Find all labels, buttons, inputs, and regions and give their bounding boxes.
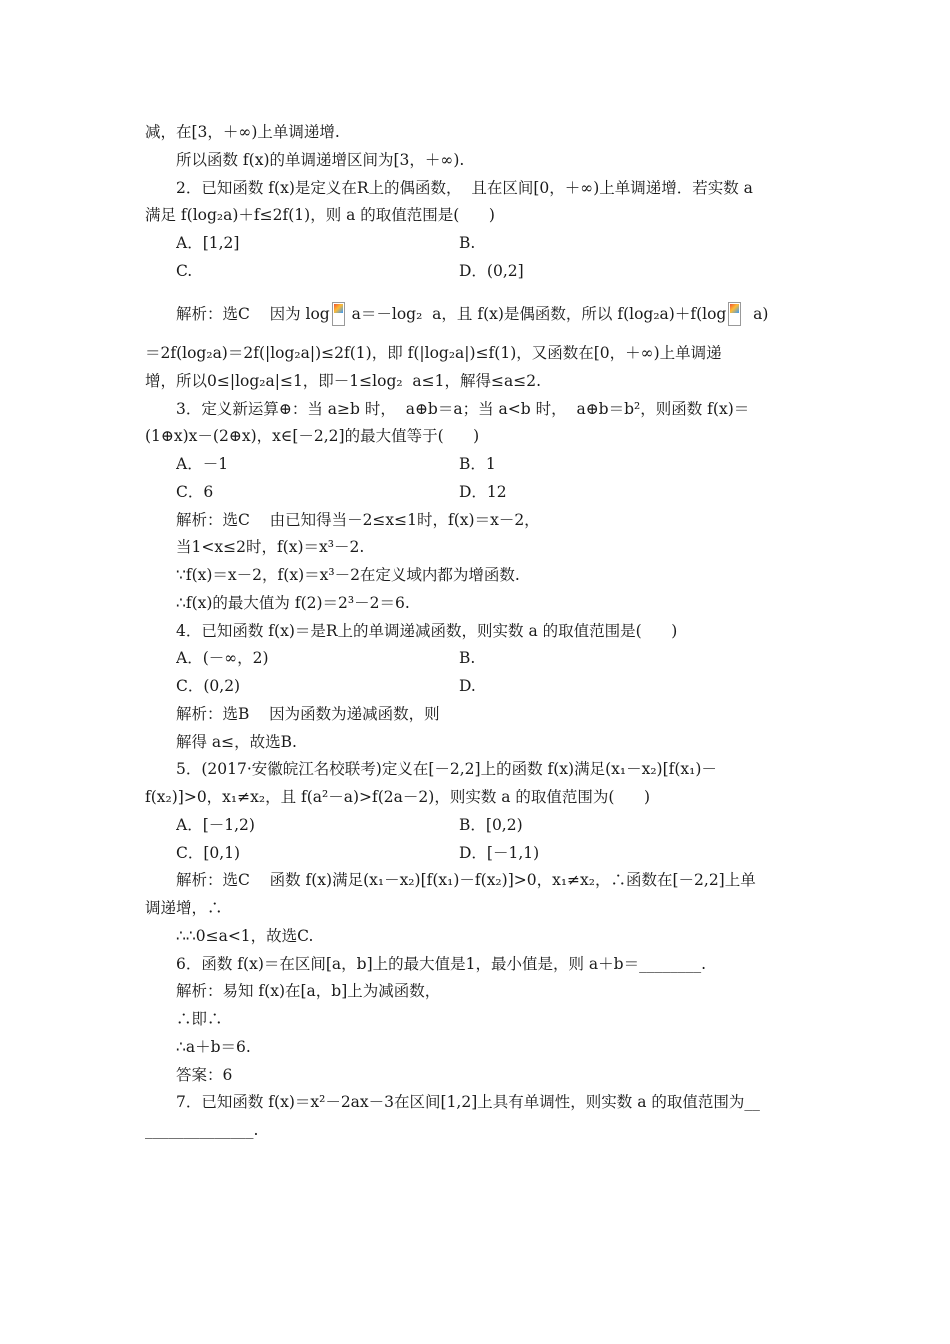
question-4-stem: 4．已知函数 f(x)＝是R上的单调递减函数，则实数 a 的取值范围是( ) bbox=[176, 622, 678, 640]
option-a: A．－1 bbox=[176, 455, 229, 473]
solution-text: a) bbox=[743, 305, 769, 323]
broken-image-icon bbox=[332, 302, 345, 326]
option-a: A．[1,2] bbox=[176, 234, 240, 252]
option-c: C. bbox=[176, 262, 193, 280]
option-d: D．(0,2] bbox=[459, 262, 524, 280]
text-line: 当1<x≤2时，f(x)＝x³－2. bbox=[176, 538, 365, 556]
option-d: D．[－1,1) bbox=[459, 844, 540, 862]
text-line: 所以函数 f(x)的单调递增区间为[3，＋∞). bbox=[176, 151, 465, 169]
solution-text: a＝－log₂ a，且 f(x)是偶函数，所以 f(log₂a)＋f(log bbox=[346, 305, 727, 323]
text-line: ＝2f(log₂a)＝2f(|log₂a|)≤2f(1)，即 f(|log₂a|)≤f(1)，又函数在[0，＋∞)上单调递 bbox=[145, 344, 722, 362]
question-2-stem: 2．已知函数 f(x)是定义在R上的偶函数， 且在区间[0，＋∞)上单调递增．若实数 a bbox=[176, 179, 753, 197]
question-6-stem: 6．函数 f(x)＝在区间[a，b]上的最大值是1，最小值是，则 a＋b＝________. bbox=[176, 955, 706, 973]
option-c: C．6 bbox=[176, 483, 214, 501]
solution-5-line: 解析：选C 函数 f(x)满足(x₁－x₂)[f(x₁)－f(x₂)]>0，x₁≠x₂，∴函数在[－2,2]上单 bbox=[176, 871, 756, 889]
answer-blank: ______________. bbox=[145, 1121, 259, 1139]
question-3-stem: 3．定义新运算⊕：当 a≥b 时， a⊕b＝a；当 a<b 时， a⊕b＝b²，则函数 f(x)＝ bbox=[176, 400, 750, 418]
question-3-stem-cont: (1⊕x)x－(2⊕x)，x∈[－2,2]的最大值等于( ) bbox=[145, 427, 480, 445]
text-line: ∴即∴ bbox=[176, 1010, 223, 1028]
question-7-stem: 7．已知函数 f(x)＝x²－2ax－3在区间[1,2]上具有单调性，则实数 a 的取值范围为__ bbox=[176, 1093, 760, 1111]
text-line: 解得 a≤，故选B. bbox=[176, 733, 297, 751]
broken-image-icon bbox=[728, 302, 741, 326]
option-a: A．(－∞，2) bbox=[176, 649, 269, 667]
option-c: C．(0,2) bbox=[176, 677, 241, 695]
option-b: B．1 bbox=[459, 455, 496, 473]
option-c: C．[0,1) bbox=[176, 844, 241, 862]
answer-line: 答案：6 bbox=[176, 1066, 233, 1084]
text-line: 调递增，∴ bbox=[145, 899, 223, 917]
solution-4-line: 解析：选B 因为函数为递减函数，则 bbox=[176, 705, 440, 723]
text-line: ∴a＋b＝6. bbox=[176, 1038, 251, 1056]
option-b: B. bbox=[459, 234, 476, 252]
option-b: B．[0,2) bbox=[459, 816, 523, 834]
text-line: ∵f(x)＝x－2，f(x)＝x³－2在定义域内都为增函数. bbox=[176, 566, 520, 584]
question-5-stem-cont: f(x₂)]>0，x₁≠x₂，且 f(a²－a)>f(2a－2)，则实数 a 的取值范围为( ) bbox=[145, 788, 651, 806]
text-line: 减，在[3，＋∞)上单调递增. bbox=[145, 123, 340, 141]
solution-text: 解析：选C 因为 log bbox=[176, 305, 330, 323]
option-a: A．[－1,2) bbox=[176, 816, 255, 834]
question-2-stem-cont: 满足 f(log₂a)＋f≤2f(1)，则 a 的取值范围是( ) bbox=[145, 206, 495, 224]
option-d: D．12 bbox=[459, 483, 507, 501]
solution-3-line: 解析：选C 由已知得当－2≤x≤1时，f(x)＝x－2， bbox=[176, 511, 540, 529]
text-line: 增，所以0≤|log₂a|≤1，即－1≤log₂ a≤1，解得≤a≤2. bbox=[145, 372, 542, 390]
text-line: ∴∴0≤a<1，故选C. bbox=[176, 927, 314, 945]
solution-2-line bbox=[176, 302, 810, 326]
option-b: B. bbox=[459, 649, 476, 667]
option-d: D. bbox=[459, 677, 476, 695]
question-5-stem: 5．(2017·安徽皖江名校联考)定义在[－2,2]上的函数 f(x)满足(x₁－x₂)[f(x₁)－ bbox=[176, 760, 717, 778]
solution-6-line: 解析：易知 f(x)在[a，b]上为减函数， bbox=[176, 982, 441, 1000]
text-line: ∴f(x)的最大值为 f(2)＝2³－2＝6. bbox=[176, 594, 410, 612]
